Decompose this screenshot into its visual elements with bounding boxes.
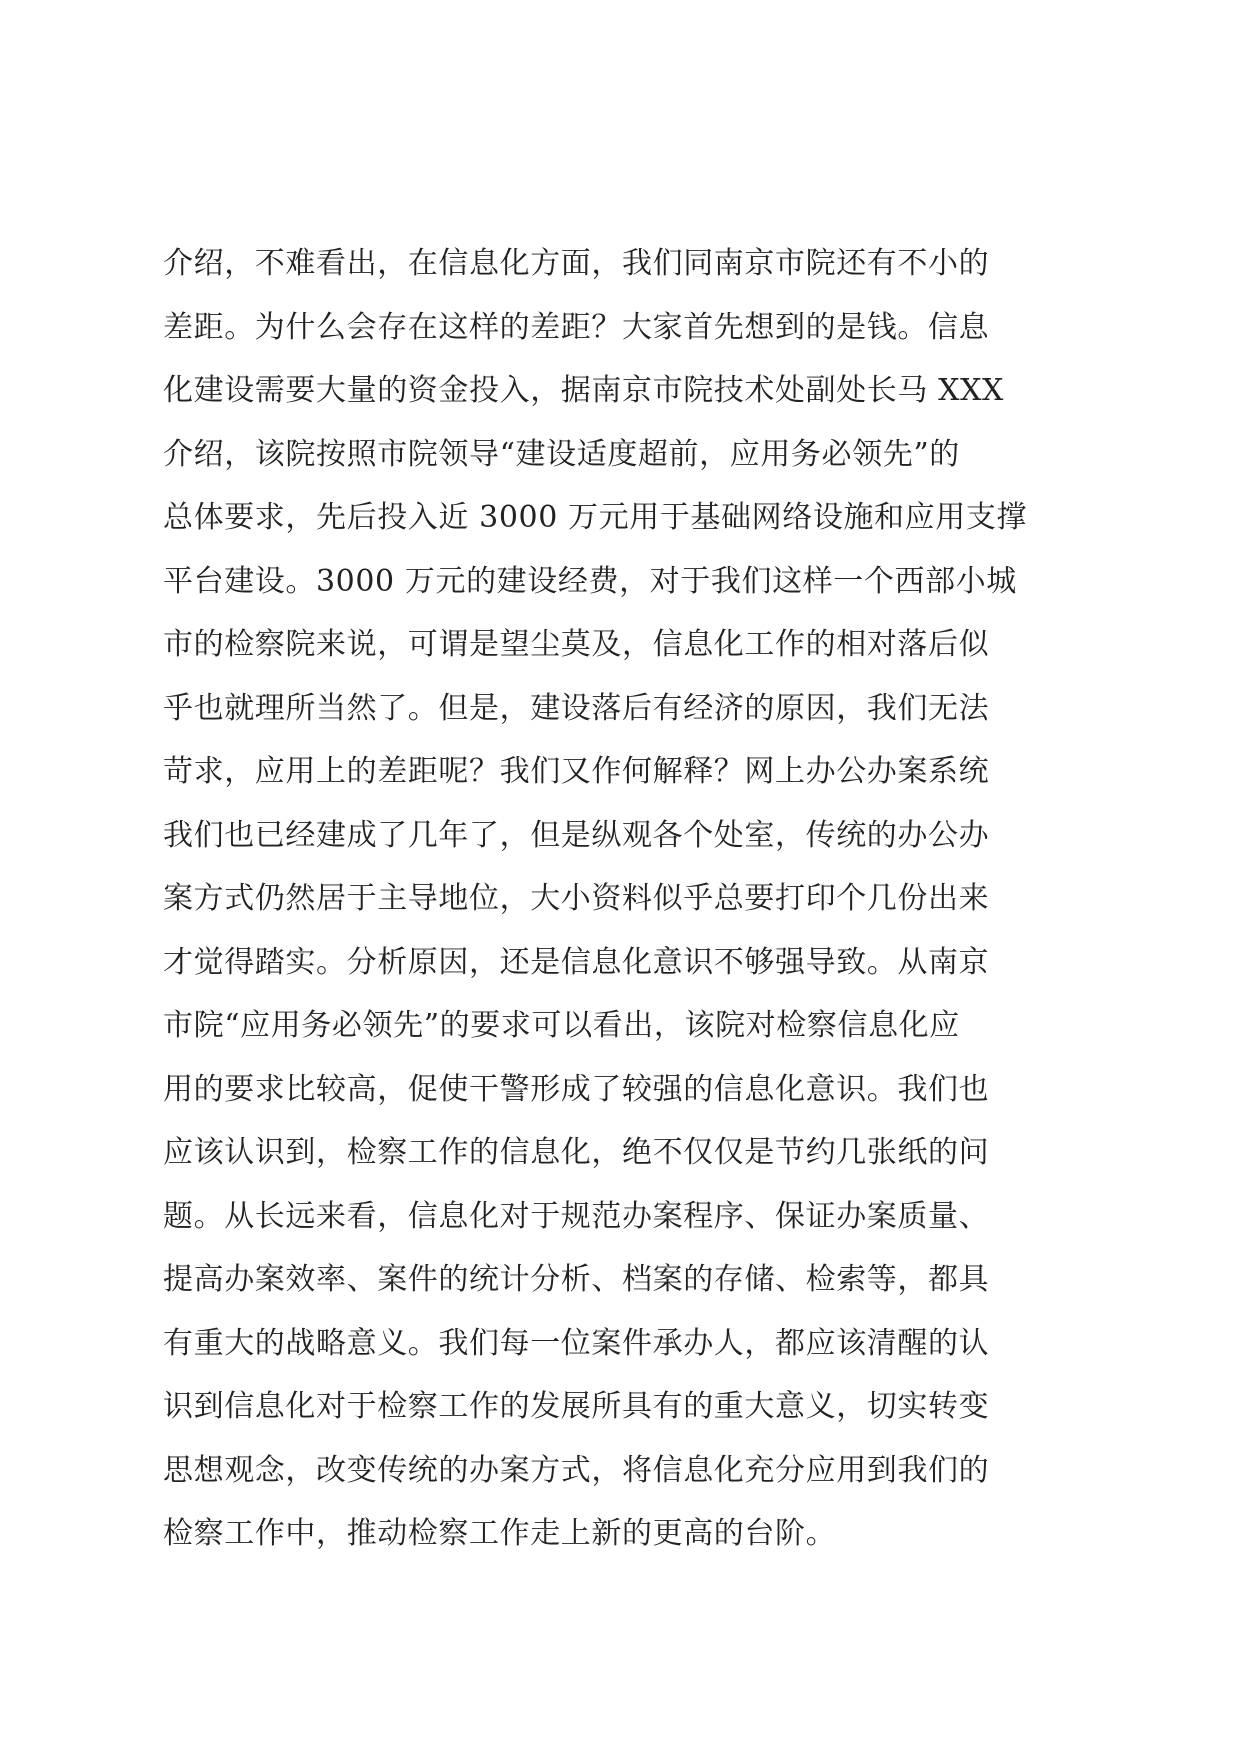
text-line-5: 总体要求，先后投入近 3000 万元用于基础网络设施和应用支撑: [163, 500, 1028, 535]
text-line-13: 市院“应用务必领先”的要求可以看出，该院对检察信息化应: [163, 1008, 960, 1043]
text-line-12: 才觉得踏实。分析原因，还是信息化意识不够强导致。从南京: [163, 944, 990, 980]
text-line-14: 用的要求比较高，促使干警形成了较强的信息化意识。我们也: [163, 1071, 990, 1107]
text-line-4: 介绍，该院按照市院领导“建设适度超前，应用务必领先”的: [163, 436, 960, 472]
text-line-18: 有重大的战略意义。我们每一位案件承办人，都应该清醒的认: [163, 1325, 990, 1361]
text-line-17: 提高办案效率、案件的统计分析、档案的存储、检索等，都具: [163, 1262, 990, 1297]
text-line-21: 检察工作中，推动检察工作走上新的更高的台阶。: [163, 1516, 837, 1551]
text-line-1: 介绍，不难看出，在信息化方面，我们同南京市院还有不小的: [163, 246, 990, 281]
text-line-16: 题。从长远来看，信息化对于规范办案程序、保证办案质量、: [163, 1198, 990, 1234]
text-line-3: 化建设需要大量的资金投入，据南京市院技术处副处长马 XXX: [163, 373, 1005, 408]
text-line-10: 我们也已经建成了几年了，但是纵观各个处室，传统的办公办: [163, 817, 990, 853]
text-line-15: 应该认识到，检察工作的信息化，绝不仅仅是节约几张纸的问: [163, 1135, 990, 1170]
text-line-7: 市的检察院来说，可谓是望尘莫及，信息化工作的相对落后似: [163, 627, 990, 662]
text-line-2: 差距。为什么会存在这样的差距？大家首先想到的是钱。信息: [163, 309, 990, 345]
text-line-9: 苛求，应用上的差距呢？我们又作何解释？网上办公办案系统: [163, 754, 990, 789]
text-line-11: 案方式仍然居于主导地位，大小资料似乎总要打印个几份出来: [163, 881, 990, 916]
body-paragraph: [163, 232, 1063, 1566]
text-line-19: 识到信息化对于检察工作的发展所具有的重大意义，切实转变: [163, 1389, 990, 1424]
text-line-20: 思想观念，改变传统的办案方式，将信息化充分应用到我们的: [163, 1452, 990, 1488]
text-line-6: 平台建设。3000 万元的建设经费，对于我们这样一个西部小城: [163, 563, 1017, 599]
text-line-8: 乎也就理所当然了。但是，建设落后有经济的原因，我们无法: [163, 690, 990, 726]
